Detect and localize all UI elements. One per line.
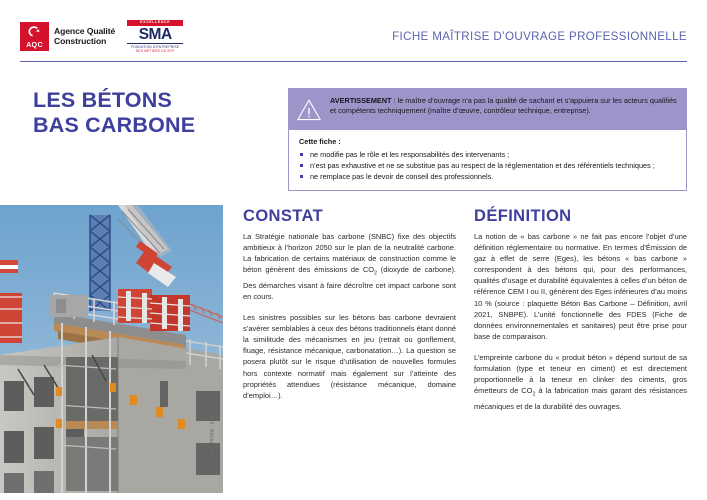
warning-panel bbox=[288, 88, 687, 191]
definition-paragraph-1: La notion de « bas carbone » ne fait pas encore l’objet d’une définition réglementaire ou normative. En termes d’Émission de gaz à effet de serre (Eges), les bétons « bas carbone » correspondent à des bétons qui, pour des performances, qualités d’usage et durabilité équivalentes à celles d’un béton de référence CEM I ou II, génèrent des Eges inférieures d’au moins 10 % (source : plaquette Béton Bas Carbone – Définition, avril 2021, SNBPE). L’unité fonctionnelle des FDES (Fiche de données environnementales et sanitaires) peut être prise pour base de comparaison. bbox=[474, 232, 687, 341]
aqc-mark-text: AQC bbox=[26, 40, 43, 50]
sma-logo-subtitle bbox=[131, 45, 179, 53]
section-constat bbox=[243, 207, 456, 401]
warning-details bbox=[288, 130, 687, 191]
co2-subscript: 2 bbox=[374, 270, 378, 277]
header-divider bbox=[20, 61, 687, 62]
constat-p1-part-a: La Stratégie nationale bas carbone (SNBC) fixe des objectifs ambitieux à l’horizon 2050 sur le plan de la neutralité carbone. La fabrication de certains matériaux de construction comme le béton génèrent des émissions de CO bbox=[243, 232, 456, 275]
page-title bbox=[33, 88, 253, 138]
aqc-logo bbox=[20, 22, 115, 51]
definition-paragraph-2 bbox=[474, 352, 687, 412]
photo-illustration bbox=[0, 205, 223, 493]
co2-subscript: 2 bbox=[532, 391, 536, 398]
list-item: ne modifie pas le rôle et les responsabilités des intervenants ; bbox=[299, 149, 676, 160]
sma-subtitle-line-2: DES MÉTIERS DU BTP bbox=[135, 49, 175, 54]
sma-wordmark: SMA bbox=[138, 25, 172, 43]
header-document-type: FICHE MAÎTRISE D’OUVRAGE PROFESSIONNELLE bbox=[392, 30, 687, 43]
aqc-name-line-2: Construction bbox=[54, 35, 107, 46]
list-item: ne remplace pas le devoir de conseil des professionnels. bbox=[299, 171, 676, 182]
page-title-line-1: LES BÉTONS bbox=[33, 88, 172, 112]
sma-excellence-band: EXCELLENCE bbox=[127, 20, 183, 26]
photo-credit: Crédit : Adobe Stock bbox=[208, 410, 214, 460]
warning-banner bbox=[288, 88, 687, 130]
list-item: n’est pas exhaustive et ne se substitue pas au respect de la réglementation et des référentiels techniques ; bbox=[299, 160, 676, 171]
aqc-logo-wordmark bbox=[54, 27, 115, 46]
constat-paragraph-1 bbox=[243, 231, 456, 302]
section-definition bbox=[474, 207, 687, 412]
page-header bbox=[0, 0, 707, 62]
constat-heading: CONSTAT bbox=[243, 207, 324, 225]
warning-label: AVERTISSEMENT bbox=[330, 96, 392, 105]
definition-heading: DÉFINITION bbox=[474, 207, 572, 225]
logo-group bbox=[20, 20, 183, 53]
aqc-swirl-icon bbox=[27, 25, 41, 38]
sma-logo-rule bbox=[127, 43, 183, 44]
constat-paragraph-2: Les sinistres possibles sur les bétons bas carbone devraient s’avérer semblables à ceux des bétons traditionnels étant donné la similitude des mécanismes en jeu (retrait ou gonflement, fluage, résistance mécanique, carbonatation…). La question se posera plutôt sur le risque d’utilisation de nouvelles formules hors contexte normatif mais également sur l’atteinte des propriétés attendues (résistance mécanique, domaine d’emploi…). bbox=[243, 313, 456, 400]
warning-body: le maître d’ouvrage n’a pas la qualité de sachant et s’appuiera sur les acteurs qualifiés et compétents techniquement (maître d’œuvre, contrôleur technique, entreprise). bbox=[330, 96, 677, 116]
sma-logo bbox=[127, 20, 183, 53]
sma-subtitle-line-1: FONDATION D'ENTREPRISE bbox=[131, 45, 180, 49]
warning-separator: : bbox=[391, 96, 398, 105]
warning-triangle-icon bbox=[296, 98, 322, 122]
aqc-name-line-1: Agence Qualité bbox=[54, 26, 116, 37]
page-title-line-2: BAS CARBONE bbox=[33, 113, 196, 137]
construction-site-photo bbox=[0, 205, 223, 493]
aqc-logo-mark bbox=[20, 22, 49, 51]
warning-text bbox=[330, 96, 678, 116]
definition-p2-part-a: L’empreinte carbone du « produit béton » dépend surtout de sa formulation (type et teneur en ciment) et est directement proportionnelle à la teneur en clinker des ciments, gros émetteurs de CO bbox=[474, 352, 687, 396]
warning-list-title: Cette fiche : bbox=[299, 137, 341, 146]
definition-p2-part-b: à la fabrication mais garant des résistances mécaniques et de la durabilité des ouvrages. bbox=[474, 386, 687, 411]
warning-list bbox=[299, 149, 676, 182]
constat-p1-part-b: (dioxyde de carbone). Des démarches visant à faire décroître cet impact carbone sont en cours. bbox=[243, 265, 456, 301]
